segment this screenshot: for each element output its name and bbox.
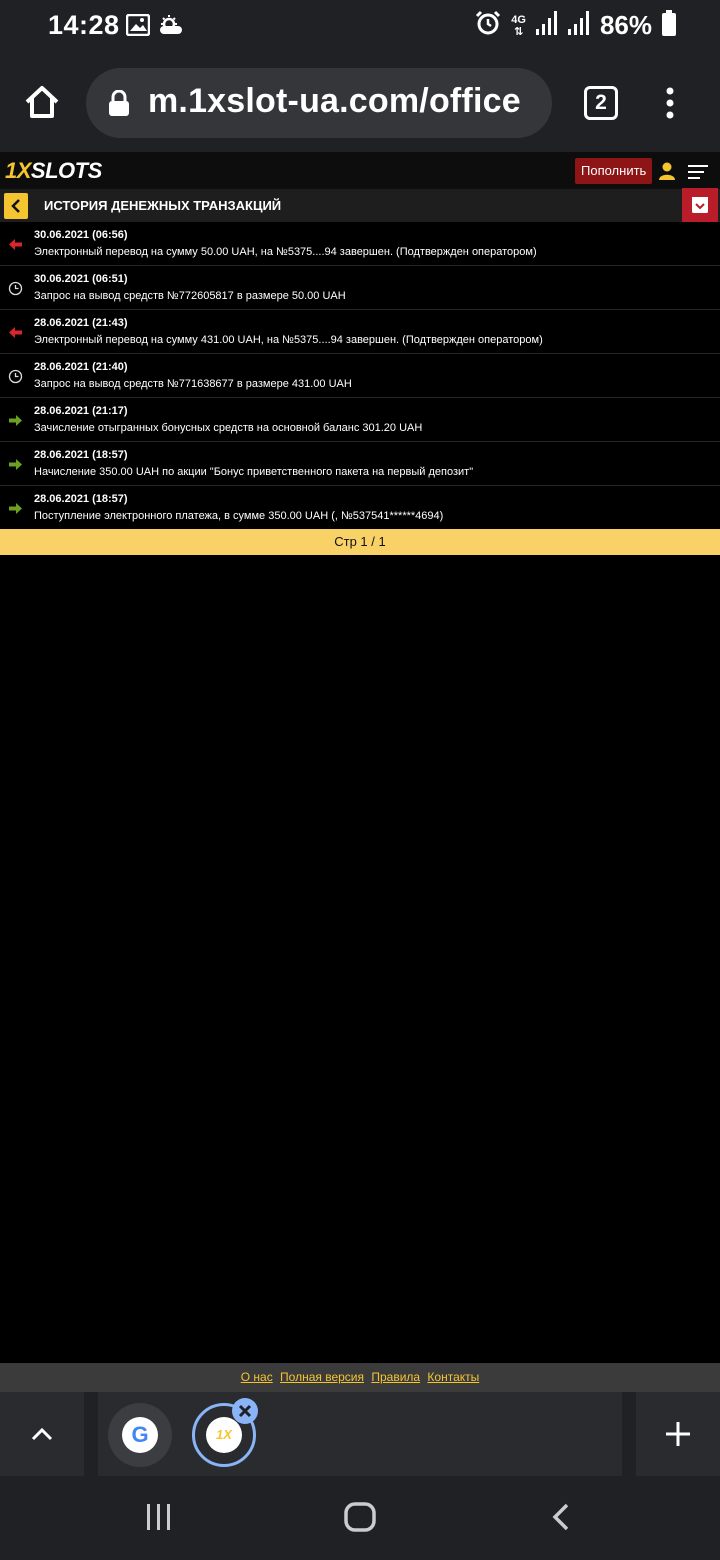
system-nav-bar [0,1476,720,1560]
transaction-description: Запрос на вывод средств №771638677 в размере 431.00 UAH [34,378,352,390]
transaction-date: 30.06.2021 (06:56) [34,229,128,241]
status-icons [475,10,676,41]
transaction-date: 28.06.2021 (21:40) [34,361,128,373]
transaction-date: 28.06.2021 (21:43) [34,317,128,329]
signal-icon-2 [568,11,590,40]
transaction-date: 28.06.2021 (18:57) [34,493,128,505]
status-time: 14:28 [48,10,120,40]
footer-link-full-version[interactable]: Полная версия [280,1370,364,1384]
close-tab-icon[interactable] [232,1398,258,1424]
transaction-description: Зачисление отыгранных бонусных средств на основной баланс 301.20 UAH [34,422,423,434]
footer-link-about[interactable]: О нас [240,1370,273,1384]
page-title-bar [0,189,720,222]
tab-switcher-button[interactable]: 2 [584,86,618,120]
footer-link-rules[interactable]: Правила [371,1370,421,1384]
network-type: 4G ⇅ [511,13,526,38]
menu-icon[interactable] [688,165,708,179]
page-title: ИСТОРИЯ ДЕНЕЖНЫХ ТРАНЗАКЦИЙ [44,198,282,213]
address-bar[interactable] [86,68,552,138]
lock-icon[interactable] [108,90,130,116]
site-header [0,152,720,189]
clock-icon [8,281,23,296]
transaction-description: Начисление 350.00 UAH по акции "Бонус приветственного пакета на первый депозит" [34,466,474,478]
user-icon[interactable] [658,162,676,180]
pagination: Стр 1 / 1 [0,529,720,555]
transaction-list [0,222,720,530]
outgoing-arrow-icon [8,237,23,252]
topup-button[interactable]: Пополнить [575,158,652,184]
footer-link-contacts[interactable]: Контакты [427,1370,480,1384]
transaction-row[interactable] [0,442,720,486]
more-menu-icon[interactable] [662,86,678,120]
site-logo[interactable]: 1XSLOTS [5,158,102,183]
google-icon: G [122,1417,158,1453]
tab-strip-expand-button[interactable] [0,1392,84,1476]
incoming-arrow-icon [8,501,23,516]
home-nav-icon[interactable] [344,1502,376,1532]
battery-percent: 86% [599,10,652,40]
transaction-date: 28.06.2021 (18:57) [34,449,128,461]
clock-icon [8,369,23,384]
tab-google[interactable] [108,1403,172,1467]
url-text[interactable]: m.1xslot-ua.com/office [148,82,521,120]
back-button[interactable] [4,193,28,219]
data-arrows-icon: ⇅ [514,25,524,38]
transaction-description: Поступление электронного платежа, в сумме 350.00 UAH (, №537541******4694) [34,510,444,522]
transaction-row[interactable] [0,398,720,442]
back-nav-icon[interactable] [550,1502,572,1532]
transaction-row[interactable] [0,354,720,398]
battery-icon [662,10,676,41]
transaction-row[interactable] [0,266,720,310]
plus-icon [636,1392,720,1476]
incoming-arrow-icon [8,457,23,472]
transaction-date: 28.06.2021 (21:17) [34,405,128,417]
recent-apps-icon[interactable] [146,1503,172,1531]
tab-strip [0,1392,720,1476]
signal-icon-1 [536,11,558,40]
new-tab-button[interactable] [636,1392,720,1476]
incoming-arrow-icon [8,413,23,428]
gallery-icon [126,14,150,41]
home-icon[interactable] [22,82,62,122]
transaction-description: Запрос на вывод средств №772605817 в размере 50.00 UAH [34,290,346,302]
outgoing-arrow-icon [8,325,23,340]
weather-icon [158,14,184,41]
status-bar [0,0,720,52]
alarm-icon [475,10,501,41]
tab-strip-tabs [98,1392,622,1476]
chevron-up-icon [0,1392,84,1476]
transaction-description: Электронный перевод на сумму 431.00 UAH, на №5375....94 завершен. (Подтвержден оператором) [34,334,543,346]
transaction-row[interactable] [0,486,720,530]
transaction-date: 30.06.2021 (06:51) [34,273,128,285]
transaction-row[interactable] [0,222,720,266]
transaction-description: Электронный перевод на сумму 50.00 UAH, на №5375....94 завершен. (Подтвержден оператором) [34,246,537,258]
transaction-row[interactable] [0,310,720,354]
archive-button[interactable] [682,188,718,222]
footer-links [0,1363,720,1392]
1xslots-favicon: 1X [206,1417,242,1453]
browser-toolbar [0,52,720,152]
